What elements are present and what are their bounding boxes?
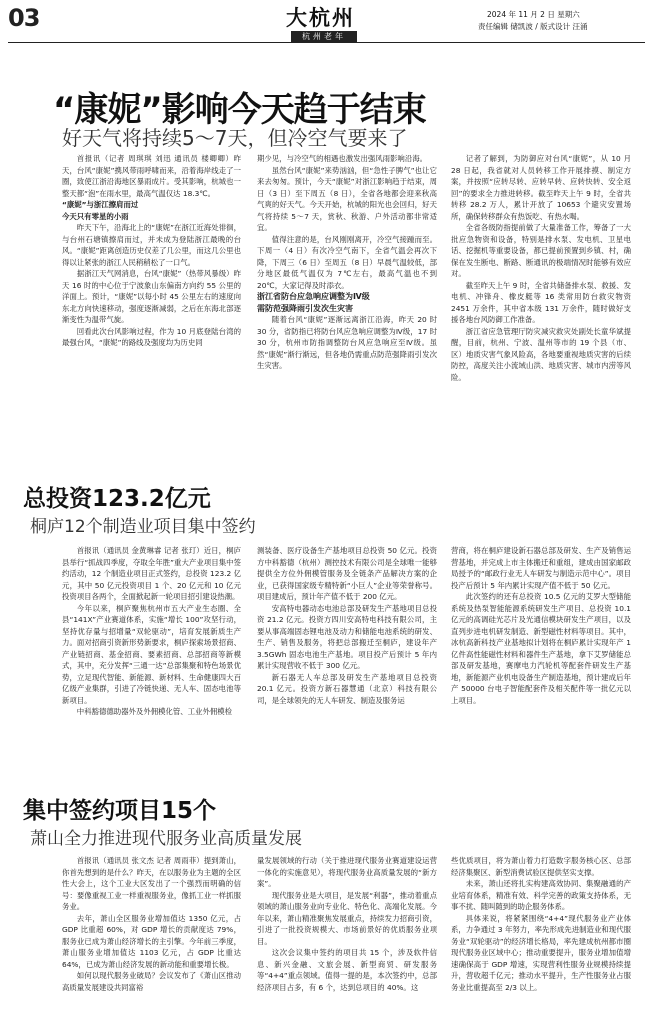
article2-subtitle: 桐庐12个制造业项目集中签约	[30, 517, 256, 537]
article3-column-1	[62, 855, 241, 1020]
paragraph: 去年，萧山全区服务业增加值达 1350 亿元，占 GDP 比重超 60%，对 GDP 增长的贡献度达 79%，服务业已成为萧山经济增长的主引擎。今年前三季度，萧山服务业增加值达 1103 亿元，占 GDP 比重达 64%，已成为萧山经济发展的新动能和重要增长极。	[62, 913, 241, 969]
article2-title: 总投资123.2亿元	[23, 486, 211, 512]
issue-date: 2024 年 11 月 2 日 星期六	[487, 10, 580, 19]
article3-title: 集中签约项目15个	[23, 798, 217, 824]
paragraph: 量发展领域的行动（关于推进现代服务业赛道建设运营一体化的实施意见），将现代服务业高质量发展的“新方案”。	[257, 856, 437, 888]
brand-tagline: 杭州老年	[291, 31, 357, 42]
article2-column-1	[62, 545, 241, 730]
article2-column-2	[257, 545, 437, 730]
paragraph: 期少见，与冷空气的相遇也激发出强风雨影响沿海。	[257, 154, 427, 163]
paragraph: 未来，萧山还将扎实构建高效协同、集聚融通的产业培育体系，精准有效、科学完善的政策支持体系，无事不扰、随叫随到的助企服务体系。	[451, 879, 631, 911]
paragraph: 昨天下午，沿海北上的“康妮”在浙江近海处徘徊，与台州石塘镇擦肩而过，并未成为登陆浙江最晚的台风。“康妮”距离创造历史仅差了几公里，而这几公里也得以让紧张的浙江人民稍稍松了一口气。	[62, 223, 241, 267]
paragraph: 新石器无人车总部及研发生产基地项目总投资 20.1 亿元。投资方新石器慧通（北京）科技有限公司，是全球领先的无人车研发、制造及服务运	[257, 672, 437, 705]
page-number: 03	[8, 4, 40, 32]
section-subheading: 浙江省防台应急响应调整为Ⅳ级	[257, 292, 370, 301]
paragraph: 测装备、医疗设备生产基地项目总投资 50 亿元。投资方中科豁德（杭州）测控技术有限公司是全球唯一能够提供全方位外佣模管服务及全链条产品解决方案的企业，已获得国家级专精特新“小巨人”企业等荣誉称号。项目建成后，预计年产值不低于 200 亿元。	[257, 546, 437, 601]
section-subheading: 需防范强降雨引发次生灾害	[257, 303, 353, 313]
paragraph: 安高特电器动态电池总部及研发生产基地项目总投资 21.2 亿元。投资方四川安高特电科技有限公司，主要从事高端固态锂电池及动力和储能电池系统的研发、生产、销售及服务，将把总部搬迁至桐庐，建设年产 3.5GWh 固态电池生产基地。项目投产后预计 5 年内累计实现营收不低于 300 亿元。	[257, 603, 437, 670]
paragraph: 营商，将在桐庐建设新石器总部及研发、生产及销售运营基地，并完成上市主体搬迁和重组，建成由国家邮政局授予的“邮政行业无人车研发与制造示范中心”。项目投产后预计 5 年内累计实现产值不低于 50 亿元。	[451, 546, 631, 590]
paragraph: 具体来说，将紧紧围绕“4+4”现代服务业产业体系，力争通过 3 年努力，率先形成先进制造业和现代服务业“双轮驱动”的经济增长格局，率先建成杭州都市圈现代服务业区域中心；推动重要提升，服务业增加值增速确保高于 GDP 增速，实现营利性服务业规模持续提升，营收超千亿元；推动水平提升，生产性服务业占服务业比重提高至 2/3 以上。	[451, 913, 631, 992]
paragraph: 截至昨天上午 9 时，全省共储备排水泵、救援、发电机、冲锋舟、橡皮艇等 16 类常用防台救灾物资 2451 万余件，其中省本级 131 万余件，随时做好支援各地台风防御工作准备。	[451, 280, 631, 324]
paragraph: 些优质项目，将为萧山着力打造数字服务核心区、总部经济集聚区、新型消费试验区提供坚实支撑。	[451, 856, 631, 877]
paragraph: 回看此次台风影响过程，作为 10 月底登陆台湾的最强台风，“康妮”的路线及强度均为历史同	[62, 326, 241, 347]
brand-title: 大杭州	[286, 6, 355, 30]
header-rule	[8, 42, 645, 43]
paragraph: 据浙江天气网消息，台风“康妮”（热带风暴级）昨天 16 时的中心位于宁波象山东偏南方向约 55 公里的洋面上。预计，“康妮”以每小时 45 公里左右的速度向东北方向快速移动，强度逐渐减弱，之后在东海北部逐渐变性为温带气旋。	[62, 269, 241, 324]
paragraph: 首报讯（记者 周琪琪 刘迅 通讯员 楼卿卿）昨天，台风“康妮”携风带雨呼啸而来，沿着海岸线走了一圈，致使江浙沿海地区暴雨成片。受其影响，杭城也一整天都“泡”在雨水里，最高气温仅达 18.3℃。	[62, 154, 241, 198]
paragraph: 如何以现代服务业破局？会议发布了《萧山区推动高质量发展建设共同富裕	[62, 971, 241, 992]
article3-column-3	[451, 855, 631, 1020]
paragraph: 浙江省应急管理厅防灾减灾救灾处副处长童华斌提醒，目前，杭州、宁波、温州等市的 19 个县（市、区）地质灾害气象风险高，各地要重视地质灾害的后续防控，高度关注小流域山洪、地质灾害、城市内涝等风险。	[451, 326, 631, 382]
paragraph: 这次会议集中签约的项目共 15 个，涉及软件信息、新兴金融、文旅会展、新型商贸、研发服务等“4+4”重点领域。值得一提的是，本次签约中，总部经济项目占多，有 6 个，达到总项目的 40%。这	[257, 948, 437, 992]
article2-column-3	[451, 545, 631, 730]
article1-column-3	[451, 153, 631, 390]
section-subheading: 今天只有零星的小雨	[62, 211, 129, 221]
paragraph: 首报讯（通讯员 金黄琳睿 记者 张玎）近日，桐庐县举行“抓战四季度，夺取全年胜”重大产业项目集中签约活动，12 个制造业项目正式签约，总投资 123.2 亿元，其中 50 亿元投资项目 1 个、20 亿元和 10 亿元投资项目各两个，全面掀起新一轮项目招引建设热潮。	[62, 546, 241, 601]
editor-credits: 责任编辑 储凯波 / 版式设计 汪涌	[478, 22, 588, 31]
article1-subtitle: 好天气将持续5～7天，但冷空气要来了	[62, 126, 408, 150]
paragraph: 值得注意的是，台风刚刚离开，冷空气接踵而至。下周一（4 日）有次冷空气南下，全省气温会再次下降，下周三（6 日）至周五（8 日）早晨气温较低，部分地区最低气温仅为 7℃左右，最高气温也不到 20℃，大家记得及时添衣。	[257, 234, 437, 290]
paragraph: 记者了解到，为防御应对台风“康妮”，从 10 月 28 日起，我省就对人员转移工作开展排摸、制定方案，并按照“应转尽转、应转早转、应转快转、安全返回”的要求全力推进转移。截至昨天上午 9 时，全省共转移 28.2 万人，累计开放了 10653 个避灾安置场所，确保转移群众有热饭吃、有热水喝。	[451, 154, 631, 221]
paragraph: 全省各级防指提前做了大量准备工作，筹备了一大批应急物资和设备，特别是排水泵、发电机、卫星电话、挖掘机等重要设备，都已提前预置到乡镇、村，确保在发生断电、断路、断通讯的极端情况时能够有效应对。	[451, 223, 631, 278]
paragraph: 此次签约的还有总投资 10.5 亿元的艾罗大型储能系统及热泵智能能源系统研发生产项目、总投资 10.1 亿元的高调硅光芯片及光通信模块研发生产项目，以及直列步进电机研发制造、新型磁性材料等项目。其中，冰杭高新科技产业基地拟计划将在桐庐累计实现年产 1 亿件高性能磁性材料和器件生产基地，拿下艾罗储能总部及研发基地，赛摩电力汽轮机等配套件研发生产基地，新能源产业机电设备生产制造基地，预计建成后年产 50000 台电子智能配套件及相关配件等一批亿元以上项目。	[451, 592, 631, 705]
paragraph: 首报讯（通讯员 张文杰 记者 周雨菲）提到萧山，你首先想到的是什么？昨天，在以服务业为主题的全区性大会上，这个工业大区发出了一个强烈而明确的信号：要像重视工业一样重视服务业，像抓工业一样抓服务业。	[62, 856, 241, 911]
article1-title: “康妮”影响今天趋于结束	[53, 90, 426, 130]
article1-column-1	[62, 153, 241, 390]
article1-column-2	[257, 153, 437, 390]
paragraph: 今年以来，桐庐聚焦杭州市五大产业生态圈、全县“141X”产业赛道体系，实施“增长 100”攻坚行动，坚持优存量与招增量“双轮驱动”，培育发展新质生产力。面对招商引资新形势新要求，桐庐探索场景招商、产业链招商、基金招商、要素招商、总部招商等新模式，其中，充分发挥“三通一达”总部集聚和特色场景优势，立足现代智能、新能源、新材料、生命健康四大百亿级产业集群，引进了冷链快递、无人车、固态电池等新项目。	[62, 603, 241, 705]
section-subheading: “康妮”与浙江擦肩而过	[62, 200, 139, 209]
paragraph: 现代服务业是大项目，是发展“利器”，推动着重点领域的萧山服务业向专业化、特色化、高端化发展。今年以来，萧山精准聚焦发展重点，持续发力招商引资，引进了一批投资规模大、市场前景好的优质服务业项目。	[257, 890, 437, 946]
paragraph: 虽然台风“康妮”来势汹汹，但“急性子脾气”也让它来去匆匆。预计，今天“康妮”对浙江影响趋于结束，周日（3 日）至下周五（8 日），全省各地都会迎来秋高气爽的好天气。今天开始，杭城的阳光也会回归，好天气将持续 5～7 天，赏秋、秋游、户外活动都非常适宜。	[257, 165, 437, 232]
paragraph: 中科豁德德助器外及外佣模化管、工业外佣模检	[76, 707, 233, 716]
article3-subtitle: 萧山全力推进现代服务业高质量发展	[30, 829, 302, 849]
article3-column-2	[257, 855, 437, 1020]
paragraph: 随着台风“康妮”逐渐远离浙江沿海，昨天 20 时 30 分，省防指已将防台风应急响应调整为Ⅳ级，17 时 30 分，杭州市防指调整防台风应急响应至Ⅳ级。虽然“康妮”渐行渐远，但各地仍需重点防范强降雨引发次生灾害。	[257, 315, 437, 370]
